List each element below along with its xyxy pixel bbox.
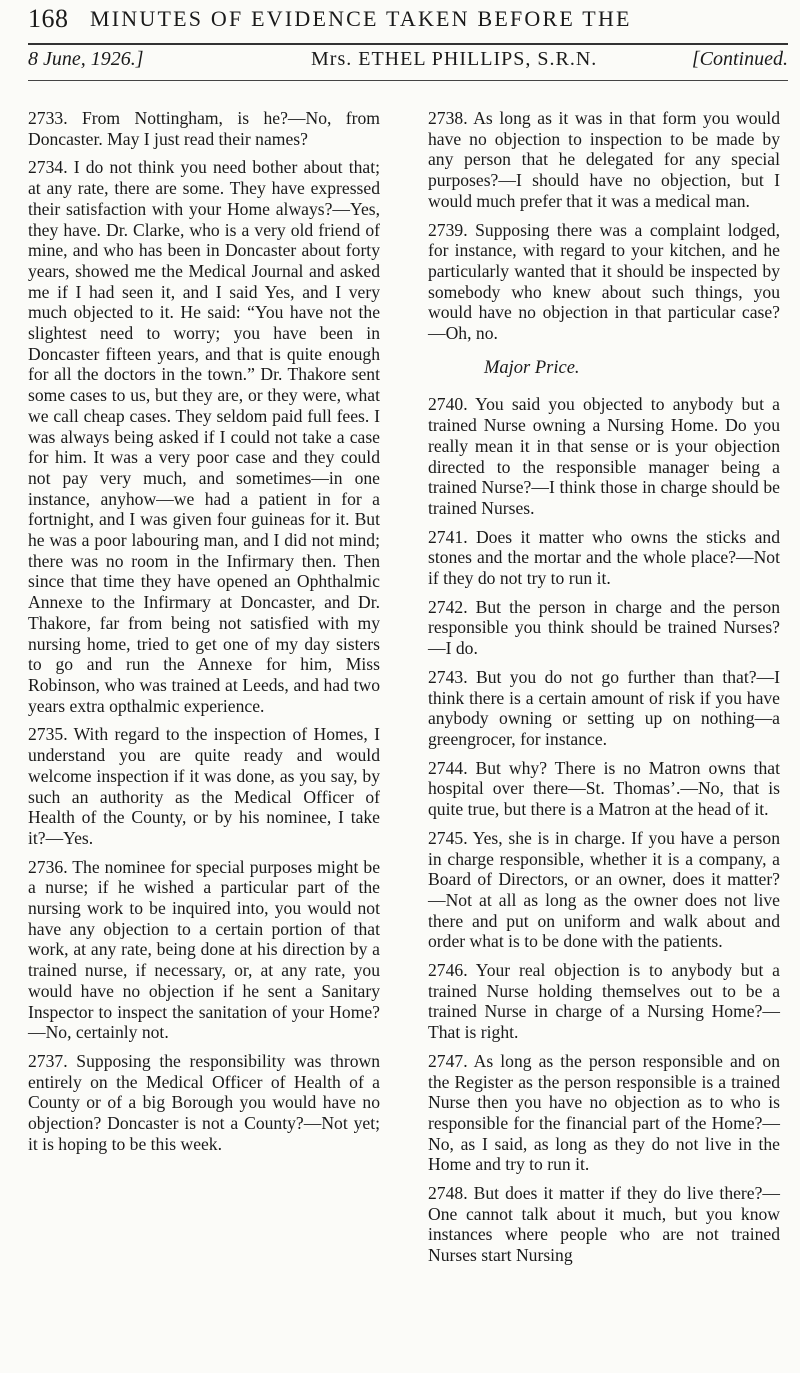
- paragraph-2740: 2740. You said you objected to anybody but a trained Nurse owning a Nursing Home. Do you really mean it in that sense or is your objection directed to the responsible manager being a trained Nurse?—I think those in charge should be trained Nurses.: [428, 394, 780, 518]
- paragraph-2747: 2747. As long as the person responsible and on the Register as the person responsible is a trained Nurse then you have no objection as to who is responsible for the financial part of the Home?—No, as I said, as long as they do not live in the Home and try to run it.: [428, 1050, 780, 1175]
- speaker-heading: Major Price.: [484, 357, 580, 378]
- paragraph-2735: 2735. With regard to the inspection of Homes, I understand you are quite ready and would welcome inspection if it was done, as you say, by such an authority as the Medical Officer of Health of the County, or by his nominee, I take it?—Yes.: [28, 724, 380, 848]
- session-date: 8 June, 1926.]: [28, 48, 144, 70]
- paragraph-2743: 2743. But you do not go further than that?—I think there is a certain amount of risk if you have anybody owning or setting up on nothing—a greengrocer, for instance.: [428, 666, 780, 749]
- paragraph-2733: 2733. From Nottingham, is he?—No, from Doncaster. May I just read their names?: [28, 108, 380, 149]
- paragraph-2737: 2737. Supposing the responsibility was thrown entirely on the Medical Officer of Health of a County or of a big Borough you would have no objection? Doncaster is not a County?—Not yet; it is hoping to be this week.: [28, 1050, 380, 1154]
- running-title: MINUTES OF EVIDENCE TAKEN BEFORE THE: [90, 6, 632, 31]
- right-column: [428, 108, 780, 1266]
- session-subheader: [28, 48, 788, 78]
- paragraph-2741: 2741. Does it matter who owns the sticks and stones and the mortar and the whole place?—Not if they do not try to run it.: [428, 526, 780, 589]
- paragraph-2738: 2738. As long as it was in that form you would have no objection to inspection to be made by any person that he delegated for any special purposes?—I should have no objection, but I would much prefer that it was a medical man.: [428, 108, 780, 211]
- paragraph-2745: 2745. Yes, she is in charge. If you have a person in charge responsible, whether it is a company, a Board of Directors, or an owner, does it matter?—Not at all as long as the owner does not live there and put on uniform and walk about and order what is to be done with the patients.: [428, 827, 780, 952]
- paragraph-2734: 2734. I do not think you need bother about that; at any rate, there are some. They have expressed their satisfaction with your Home always?—Yes, they have. Dr. Clarke, who is a very old friend of mine, and who has been in Doncaster about forty years, showed me the Medical Journal and asked me if I had seen it, and I said Yes, and I very much objected to it. He said: “You have not the slightest need to worry; you have been in Doncaster fifteen years, and that is quite enough for all the doctors in the town.” Dr. Thakore sent some cases to us, but they are, or they were, what we call cheap cases. They seldom paid full fees. I was always being asked if I could not take a case for him. It was a very poor case and they could not pay very much, and sometimes—in one instance, anyhow—we had a patient in for a fortnight, and I was given four guineas for it. But he was a poor labouring man, and I did not mind; there was no room in the Infirmary then. Then since that time they have opened an Ophthalmic Annexe to the Infirmary at Doncaster, and Dr. Thakore, far from being not satisfied with my nursing home, tried to get one of my day sisters to go and run the Annexe for him, Miss Robinson, who was trained at Leeds, and had two years extra opthalmic experience.: [28, 157, 380, 716]
- paragraph-2746: 2746. Your real objection is to anybody but a trained Nurse holding themselves out to be a trained Nurse in charge of a Nursing Home?—That is right.: [428, 960, 780, 1043]
- header-rule: [28, 43, 788, 45]
- continued-label: [Continued.: [691, 48, 788, 70]
- paragraph-2742: 2742. But the person in charge and the person responsible you think should be trained Nurses?—I do.: [428, 596, 780, 659]
- paragraph-2736: 2736. The nominee for special purposes might be a nurse; if he wished a particular part of the nursing work to be inquired into, you would not have any objection to a certain portion of that work, at any rate, being done at his direction by a trained nurse, if necessary, or, at any rate, you would have no objection if he sent a Sanitary Inspector to inspect the sanitation of your Home?—No, certainly not.: [28, 856, 380, 1043]
- witness-name: Mrs. ETHEL PHILLIPS, S.R.N.: [311, 48, 598, 70]
- running-header: [28, 0, 788, 48]
- page-number: 168: [28, 4, 69, 33]
- left-column: [28, 108, 380, 1154]
- subheader-rule: [28, 80, 788, 81]
- paragraph-2739: 2739. Supposing there was a complaint lodged, for instance, with regard to your kitchen, and he particularly wanted that it should be inspected by somebody who knew about such things, you would have no objection in that particular case?—Oh, no.: [428, 219, 780, 344]
- paragraph-2744: 2744. But why? There is no Matron owns that hospital over there—St. Thomas’.—No, that is quite true, but there is a Matron at the head of it.: [428, 757, 780, 820]
- paragraph-2748: 2748. But does it matter if they do live there?—One cannot talk about it much, but you know instances where people who are not trained Nurses start Nursing: [428, 1183, 780, 1266]
